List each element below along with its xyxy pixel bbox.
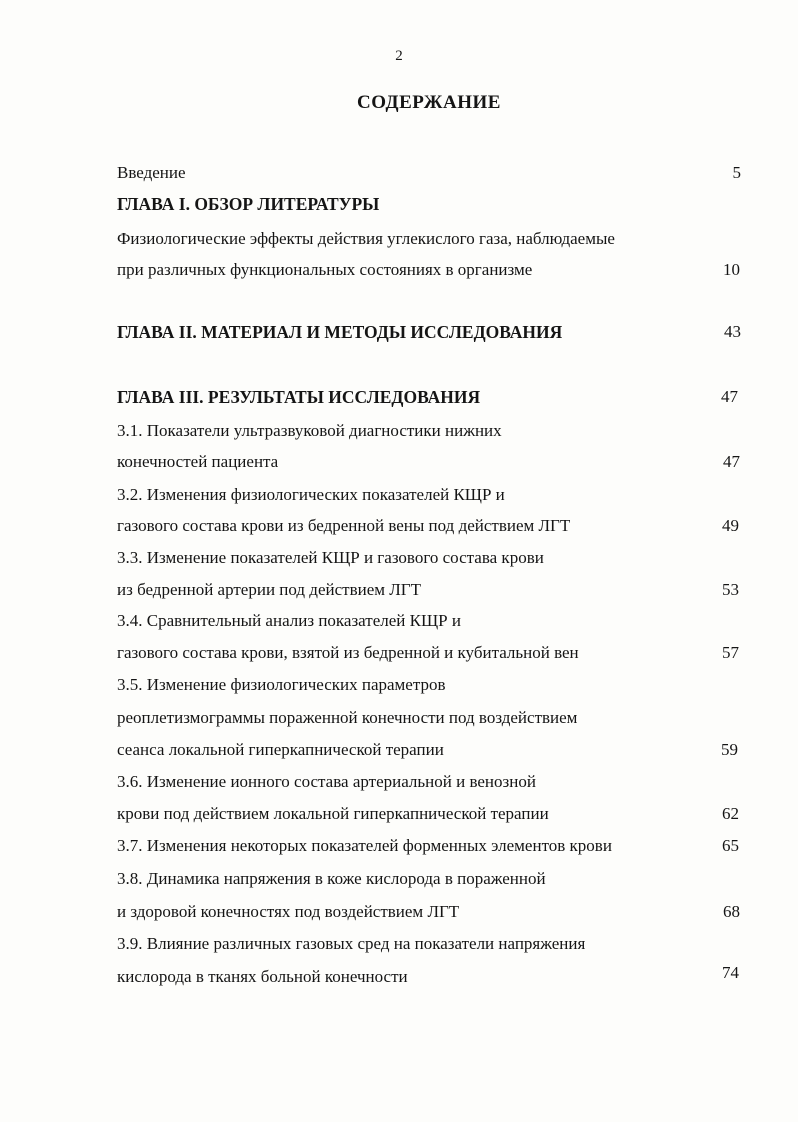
toc-entry-introduction: Введение [117,163,186,182]
toc-page-number: 10 [723,260,740,279]
toc-entry-line: при различных функциональных состояниях в организме [117,260,533,279]
toc-entry-line: 3.2. Изменения физиологических показателей КЩР и [117,485,505,504]
toc-page-number: 5 [732,163,741,182]
page-title: СОДЕРЖАНИЕ [357,92,501,113]
toc-chapter-1-title: ГЛАВА I. ОБЗОР ЛИТЕРАТУРЫ [117,194,380,214]
toc-page-number: 49 [722,516,739,535]
toc-entry-line: 3.9. Влияние различных газовых сред на показатели напряжения [117,934,586,953]
toc-entry-line: и здоровой конечностях под воздействием ЛГТ [117,902,460,921]
toc-page-number: 59 [721,740,738,759]
toc-entry-line: 3.4. Сравнительный анализ показателей КЩР и [117,611,461,630]
toc-entry-line: сеанса локальной гиперкапнической терапии [117,740,444,759]
toc-entry-line: 3.8. Динамика напряжения в коже кислорода в пораженной [117,869,546,888]
toc-entry-line: газового состава крови, взятой из бедренной и кубитальной вен [117,643,579,662]
toc-page-number: 47 [723,452,740,471]
toc-entry-line: 3.1. Показатели ультразвуковой диагностики нижних [117,421,502,440]
toc-page-number: 62 [722,804,739,823]
toc-entry-line: 3.5. Изменение физиологических параметров [117,675,446,694]
toc-entry-line: Физиологические эффекты действия углекислого газа, наблюдаемые [117,229,615,248]
toc-entry-line: 3.7. Изменения некоторых показателей форменных элементов крови [117,836,612,855]
toc-page-number: 53 [722,580,739,599]
toc-page-number: 57 [722,643,739,662]
toc-chapter-3-title: ГЛАВА III. РЕЗУЛЬТАТЫ ИССЛЕДОВАНИЯ [117,387,481,407]
toc-entry-line: газового состава крови из бедренной вены под действием ЛГТ [117,516,571,535]
toc-page-number: 74 [722,963,739,982]
toc-entry-line: 3.3. Изменение показателей КЩР и газового состава крови [117,548,544,567]
toc-entry-line: конечностей пациента [117,452,279,471]
toc-chapter-2-title: ГЛАВА II. МАТЕРИАЛ И МЕТОДЫ ИССЛЕДОВАНИЯ [117,322,563,342]
toc-entry-line: крови под действием локальной гиперкапнической терапии [117,804,549,823]
toc-entry-line: реоплетизмограммы пораженной конечности под воздействием [117,708,578,727]
toc-entry-line: 3.6. Изменение ионного состава артериальной и венозной [117,772,536,791]
toc-entry-line: кислорода в тканях больной конечности [117,967,408,986]
toc-entry-line: из бедренной артерии под действием ЛГТ [117,580,421,599]
toc-page-number: 65 [722,836,739,855]
toc-page-number: 47 [721,387,738,406]
toc-page-number: 68 [723,902,740,921]
toc-page-number: 43 [724,322,741,341]
page-number: 2 [395,48,403,64]
